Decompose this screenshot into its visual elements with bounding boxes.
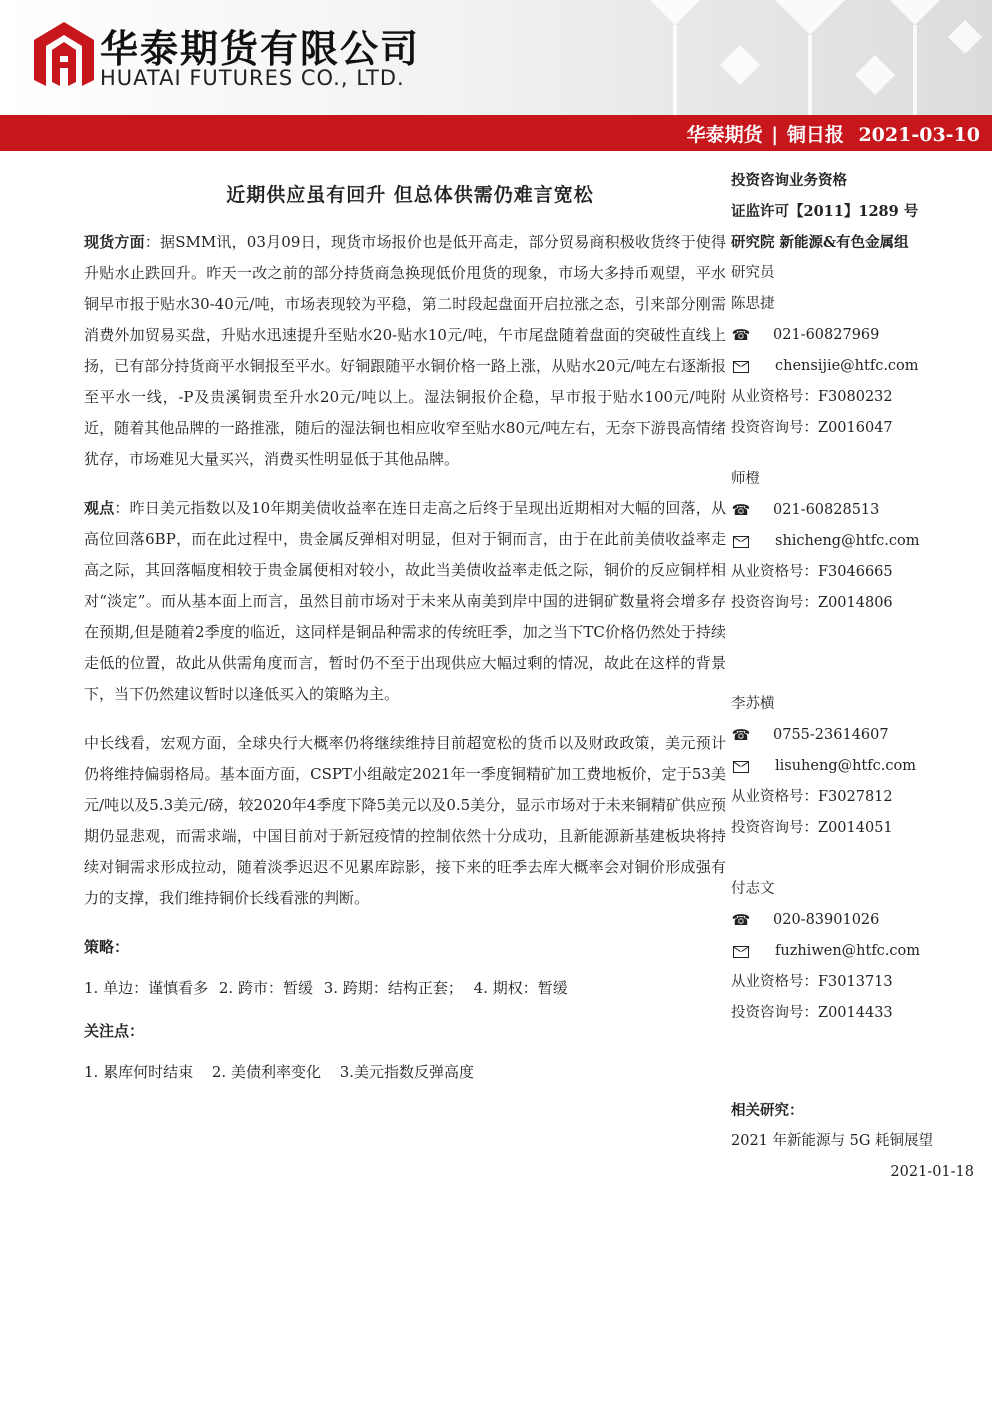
long-term-paragraph: 中长线看，宏观方面，全球央行大概率仍将继续维持目前超宽松的货币以及财政政策，美元预计仍将维持偏弱格局。基本面方面，CSPT小组敲定2021年一季度铜精矿加工费地板价，定于53美元/吨以及5.3美元/磅，较2020年4季度下降5美元以及0.5美分，显示市场对于未来铜精矿供应预期仍显悲观，而需求端，中国目前对于新冠疫情的控制依然十分成功，且新能源新基建板块将持续对铜需求形成拉动，随着淡季迟迟不见累库踪影，接下来的旺季去库大概率会对铜价形成强有力的支撑，我们维持铜价长线看涨的判断。 <box>84 734 726 907</box>
researcher-license: 从业资格号：F3046665 <box>731 564 893 580</box>
related-research-title[interactable]: 2021 年新能源与 5G 耗铜展望 <box>731 1133 934 1149</box>
researcher-card <box>731 689 986 844</box>
view-text: ：昨日美元指数以及10年期美债收益率在连日走高之后终于呈现出近期相对大幅的回落，从高位回落6BP，而在此过程中，贵金属反弹相对明显，但对于铜而言，由于在此前美债收益率走高之际，其回落幅度相较于贵金属便相对较小，故此当美债收益率走低之际，铜价的反应铜样相对“淡定”。而从基本面上而言，虽然目前市场对于未来从南美到岸中国的进铜矿数量将会增多存在预期,但是随着2季度的临近，这同样是铜品种需求的传统旺季，加之当下TC价格仍然处于持续走低的位置，故此从供需角度而言，暂时仍不至于出现供应大幅过剩的情况，故此在这样的背景下，当下仍然建议暂时以逢低买入的策略为主。 <box>84 499 726 703</box>
phone-icon: ☎ <box>731 726 751 744</box>
researcher-phone: 0755-23614607 <box>773 727 889 743</box>
header-decoration-icon <box>590 0 992 115</box>
company-name-cn: 华泰期货有限公司 <box>100 27 421 71</box>
researcher-email[interactable]: shicheng@htfc.com <box>775 533 920 549</box>
focus-list <box>84 1061 726 1082</box>
phone-icon: ☎ <box>731 911 751 929</box>
main-content <box>84 180 726 1102</box>
qualification-line: 投资咨询业务资格 <box>731 172 847 189</box>
report-title: 近期供应虽有回升 但总体供需仍难言宽松 <box>226 184 594 206</box>
researcher-name: 李苏横 <box>731 696 775 712</box>
strategy-list <box>84 977 726 998</box>
researcher-card <box>731 464 986 619</box>
banner-date: 2021-03-10 <box>858 124 980 146</box>
researcher-email[interactable]: lisuheng@htfc.com <box>775 758 916 774</box>
researcher-consult-id: 投资咨询号：Z0014806 <box>731 595 893 611</box>
department-line: 研究院 新能源&有色金属组 <box>731 234 909 251</box>
strategy-item: 4. 期权：暂缓 <box>473 979 568 997</box>
banner-separator: | <box>771 124 779 146</box>
email-icon <box>733 361 749 373</box>
researcher-consult-id: 投资咨询号：Z0014051 <box>731 820 893 836</box>
email-icon <box>733 536 749 548</box>
researcher-consult-id: 投资咨询号：Z0016047 <box>731 420 893 436</box>
researcher-card <box>731 289 986 444</box>
researcher-license: 从业资格号：F3013713 <box>731 974 893 990</box>
related-research-date: 2021-01-18 <box>890 1164 974 1180</box>
researcher-name: 陈思捷 <box>731 296 775 312</box>
strategy-item: 2. 跨市：暂缓 <box>218 979 313 997</box>
view-paragraph <box>84 493 726 710</box>
spot-text: ：据SMM讯，03月09日，现货市场报价也是低开高走，部分贸易商积极收货终于使得升贴水止跌回升。昨天一改之前的部分持货商急换现低价甩货的现象，市场大多持币观望，平水铜早市报于贴水30-40元/吨，市场表现较为平稳，第二时段起盘面开启拉涨之态，引来部分刚需消费外加贸易买盘，升贴水迅速提升至贴水20-贴水10元/吨，午市尾盘随着盘面的突破性直线上扬，已有部分持货商平水铜报至平水。好铜跟随平水铜价格一路上涨，从贴水20元/吨左右逐渐报至平水一线，-P及贵溪铜贵至升水20元/吨以上。湿法铜报价企稳，早市报于贴水100元/吨附近，随着其他品牌的一路推涨，随后的湿法铜也相应收窄至贴水80元/吨左右，无奈下游畏高情绪犹存，市场难见大量买兴，消费买性明显低于其他品牌。 <box>84 233 726 468</box>
phone-icon: ☎ <box>731 326 751 344</box>
strategy-item: 1. 单边：谨慎看多 <box>84 979 209 997</box>
strategy-heading: 策略： <box>84 938 130 956</box>
researcher-consult-id: 投资咨询号：Z0014433 <box>731 1005 893 1021</box>
sidebar <box>731 165 986 1188</box>
researcher-label: 研究员 <box>731 265 775 281</box>
banner-report-type: 铜日报 <box>786 124 844 146</box>
researcher-phone: 020-83901026 <box>773 912 880 928</box>
researcher-phone: 021-60828513 <box>773 502 880 518</box>
researcher-email[interactable]: chensijie@htfc.com <box>775 358 919 374</box>
strategy-item: 3. 跨期：结构正套； <box>323 979 463 997</box>
email-icon <box>733 761 749 773</box>
email-icon <box>733 946 749 958</box>
focus-heading: 关注点： <box>84 1022 145 1040</box>
report-banner-text <box>685 120 980 147</box>
focus-item: 1. 累库何时结束 <box>84 1063 194 1081</box>
researcher-license: 从业资格号：F3080232 <box>731 389 893 405</box>
researcher-card <box>731 874 986 1029</box>
banner-brand: 华泰期货 <box>686 124 763 146</box>
phone-icon: ☎ <box>731 501 751 519</box>
license-line: 证监许可【2011】1289 号 <box>731 203 919 220</box>
related-research-heading: 相关研究： <box>731 1102 804 1119</box>
focus-item: 3.美元指数反弹高度 <box>339 1063 475 1081</box>
spot-paragraph <box>84 227 726 475</box>
researcher-phone: 021-60827969 <box>773 327 880 343</box>
company-logo-icon <box>34 22 94 86</box>
researcher-name: 师橙 <box>731 471 760 487</box>
researcher-name: 付志文 <box>731 881 775 897</box>
report-banner <box>0 115 992 151</box>
page-header <box>0 0 992 115</box>
view-label: 观点 <box>84 499 115 517</box>
researcher-email[interactable]: fuzhiwen@htfc.com <box>775 943 921 959</box>
company-name-en: HUATAI FUTURES CO., LTD. <box>100 66 405 90</box>
spot-label: 现货方面 <box>84 233 145 251</box>
focus-item: 2. 美债利率变化 <box>211 1063 321 1081</box>
researcher-license: 从业资格号：F3027812 <box>731 789 893 805</box>
